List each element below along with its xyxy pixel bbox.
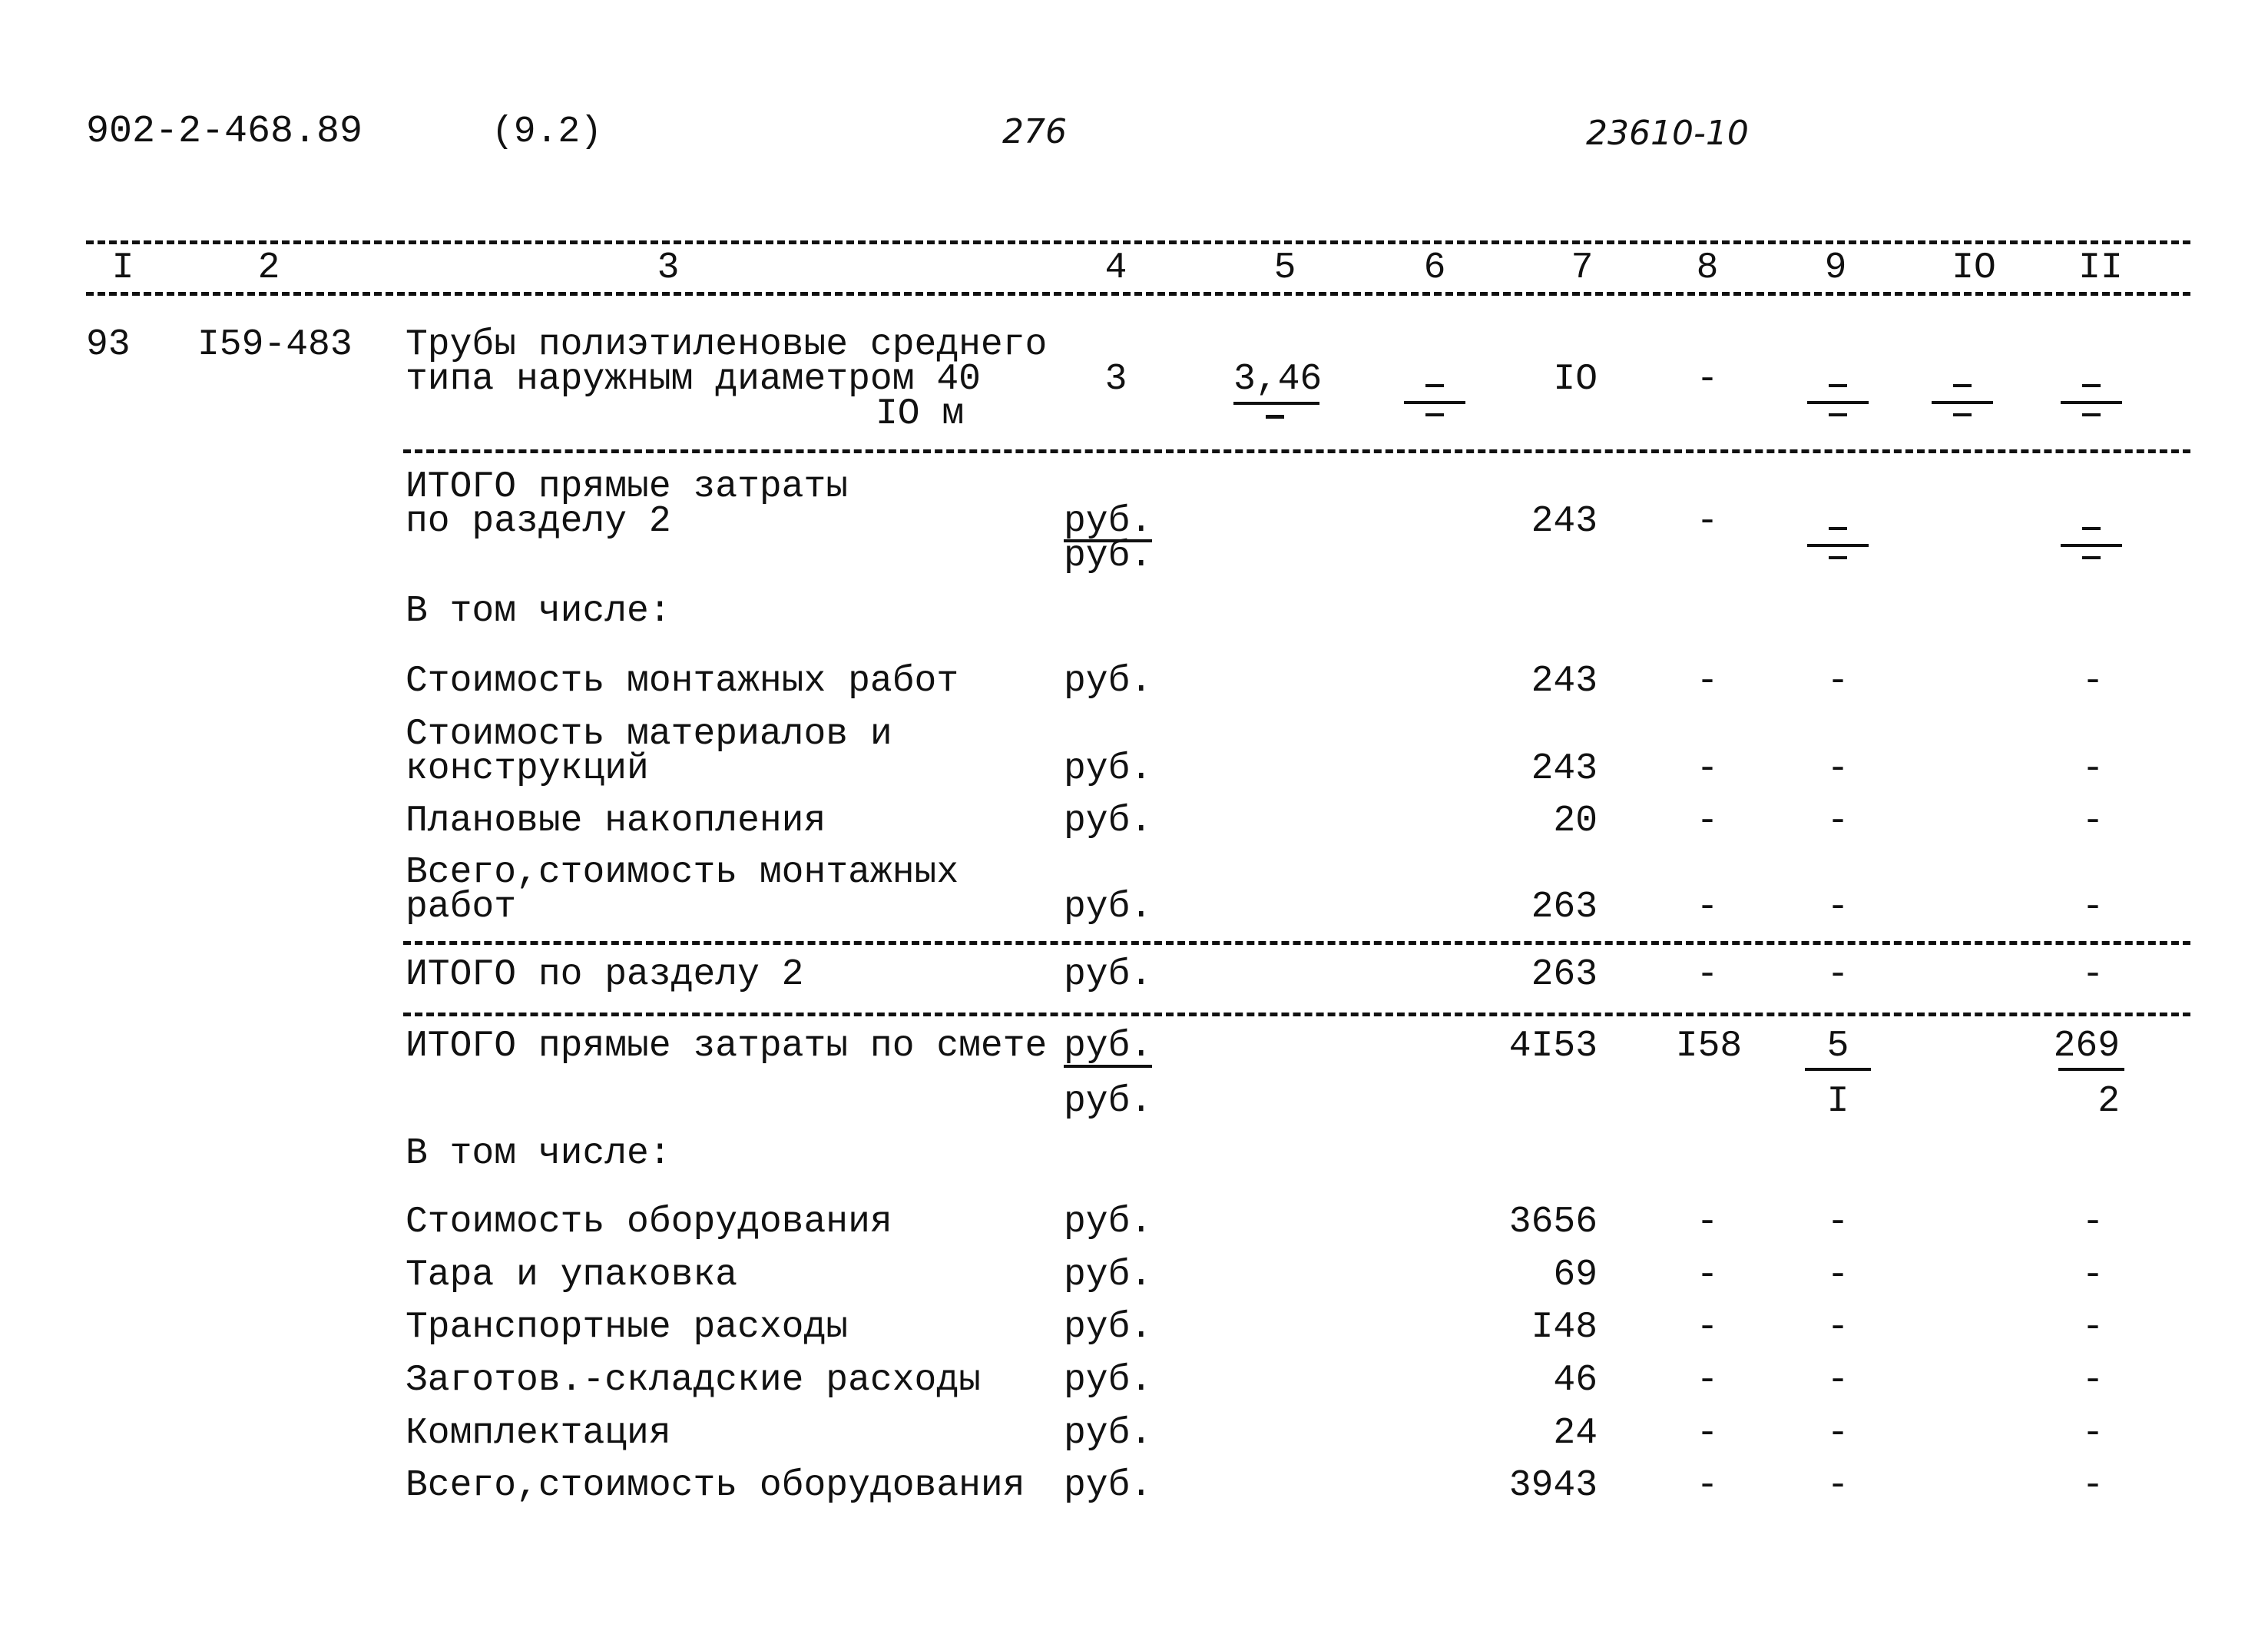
section2-unit-bottom: руб. <box>1064 535 1153 577</box>
estimate-item-unit: руб. <box>1064 1413 1153 1454</box>
mount-cost-col9: - <box>1826 661 1849 702</box>
estimate-item-label: Тара и упаковка <box>406 1255 738 1296</box>
col-header-10: IO <box>1952 247 1996 289</box>
page-number: 276 <box>1002 112 1067 151</box>
col-header-11: II <box>2078 247 2123 289</box>
estimate-unit-top: руб. <box>1064 1026 1153 1067</box>
estimate-item-col8: - <box>1696 1413 1719 1454</box>
estimate-item-col11: - <box>2081 1255 2104 1296</box>
estimate-item-label: Заготов.-складские расходы <box>406 1360 981 1401</box>
estimate-item-label: Стоимость оборудования <box>406 1201 892 1243</box>
estimate-unit-bottom: руб. <box>1064 1081 1153 1122</box>
estimate-col11-bottom: 2 <box>2097 1081 2120 1122</box>
materials-col9: - <box>1826 748 1849 790</box>
estimate-col9-top: 5 <box>1826 1026 1849 1067</box>
estimate-direct-label: ИТОГО прямые затраты по смете <box>406 1026 1048 1067</box>
estimate-item-col11: - <box>2081 1307 2104 1348</box>
estimate-item-col8: - <box>1696 1465 1719 1506</box>
total-mount-unit: руб. <box>1064 887 1153 928</box>
planned-label: Плановые накопления <box>406 800 826 842</box>
planned-unit: руб. <box>1064 800 1153 842</box>
estimate-col11-top: 269 <box>2053 1026 2120 1067</box>
estimate-item-col9: - <box>1826 1360 1849 1401</box>
planned-col9: - <box>1826 800 1849 842</box>
estimate-item-col11: - <box>2081 1360 2104 1401</box>
estimate-item-label: Транспортные расходы <box>406 1307 849 1348</box>
estimate-including: В том числе: <box>406 1133 671 1175</box>
materials-col8: - <box>1696 748 1719 790</box>
estimate-item-col9: - <box>1826 1413 1849 1454</box>
col-header-2: 2 <box>257 247 280 289</box>
estimate-unit-underline <box>1064 1065 1152 1068</box>
estimate-col8: I58 <box>1675 1026 1743 1067</box>
col-header-4: 4 <box>1104 247 1127 289</box>
section2-total-col8: - <box>1696 954 1719 996</box>
estimate-item-col9: - <box>1826 1465 1849 1506</box>
estimate-item-unit: руб. <box>1064 1255 1153 1296</box>
total-mount-col8: - <box>1696 887 1719 928</box>
row93-bottom-rule <box>403 449 2190 453</box>
row-code: I59-483 <box>197 324 353 366</box>
mount-cost-unit: руб. <box>1064 661 1153 702</box>
section2-total-col9: - <box>1826 954 1849 996</box>
section2-direct-value: 243 <box>1531 501 1598 542</box>
mount-cost-col11: - <box>2081 661 2104 702</box>
sheet-code: 23610-10 <box>1586 114 1749 153</box>
estimate-item-col9: - <box>1826 1307 1849 1348</box>
materials-line2: конструкций <box>406 748 649 790</box>
estimate-item-col8: - <box>1696 1255 1719 1296</box>
col-header-7: 7 <box>1571 247 1594 289</box>
row-col5-underline <box>1233 402 1319 405</box>
estimate-item-label: Всего,стоимость оборудования <box>406 1465 1025 1506</box>
materials-col11: - <box>2081 748 2104 790</box>
col-header-9: 9 <box>1824 247 1847 289</box>
estimate-item-unit: руб. <box>1064 1201 1153 1243</box>
estimate-item-value: 24 <box>1553 1413 1598 1454</box>
section2-total-col11: - <box>2081 954 2104 996</box>
row-desc-line3: IO м <box>876 393 965 435</box>
total-mount-col11: - <box>2081 887 2104 928</box>
planned-value: 20 <box>1553 800 1598 842</box>
col-header-1: I <box>111 247 134 289</box>
section2-direct-col8: - <box>1696 501 1719 542</box>
row-col4: 3 <box>1104 359 1127 400</box>
estimate-col11-bar <box>2058 1068 2124 1071</box>
estimate-item-col9: - <box>1826 1201 1849 1243</box>
row-col8: - <box>1696 359 1719 400</box>
total-mount-line2: работ <box>406 887 517 928</box>
planned-col11: - <box>2081 800 2104 842</box>
estimate-item-unit: руб. <box>1064 1465 1153 1506</box>
estimate-item-col9: - <box>1826 1255 1849 1296</box>
mount-cost-col8: - <box>1696 661 1719 702</box>
col-header-5: 5 <box>1273 247 1296 289</box>
section2-unit-top: руб. <box>1064 501 1153 542</box>
estimate-item-unit: руб. <box>1064 1307 1153 1348</box>
estimate-item-col8: - <box>1696 1360 1719 1401</box>
estimate-item-col8: - <box>1696 1307 1719 1348</box>
doc-code: 902-2-468.89 <box>86 110 363 154</box>
section2-direct-line2: по разделу 2 <box>406 501 671 542</box>
col-header-6: 6 <box>1423 247 1446 289</box>
mount-cost-label: Стоимость монтажных работ <box>406 661 959 702</box>
estimate-item-value: I48 <box>1531 1307 1598 1348</box>
estimate-item-unit: руб. <box>1064 1360 1153 1401</box>
header-top-rule <box>86 240 2190 244</box>
section2-total-bottom-rule <box>403 1013 2190 1016</box>
estimate-col7: 4I53 <box>1508 1026 1598 1067</box>
row-desc-line1: Трубы полиэтиленовые среднего <box>406 324 1048 366</box>
total-mount-line1: Всего,стоимость монтажных <box>406 852 959 893</box>
mount-cost-value: 243 <box>1531 661 1598 702</box>
section2-including: В том числе: <box>406 591 671 632</box>
row-number: 93 <box>86 324 131 366</box>
estimate-item-value: 69 <box>1553 1255 1598 1296</box>
section2-total-unit: руб. <box>1064 954 1153 996</box>
header-bottom-rule <box>86 292 2190 296</box>
section2-direct-line1: ИТОГО прямые затраты <box>406 466 849 508</box>
estimate-item-col11: - <box>2081 1201 2104 1243</box>
row-col7: IO <box>1553 359 1598 400</box>
materials-value: 243 <box>1531 748 1598 790</box>
section2-total-top-rule <box>403 941 2190 945</box>
materials-unit: руб. <box>1064 748 1153 790</box>
estimate-item-label: Комплектация <box>406 1413 671 1454</box>
row-col5-dash <box>1266 415 1284 419</box>
estimate-item-value: 3656 <box>1508 1201 1598 1243</box>
estimate-item-col11: - <box>2081 1465 2104 1506</box>
section-ref: (9.2) <box>492 111 603 153</box>
col-header-8: 8 <box>1696 247 1719 289</box>
section2-total-value: 263 <box>1531 954 1598 996</box>
estimate-col9-bar <box>1805 1068 1871 1071</box>
row-col5: 3,46 <box>1233 359 1323 400</box>
row-desc-line2: типа наружным диаметром 40 <box>406 359 981 400</box>
estimate-item-value: 3943 <box>1508 1465 1598 1506</box>
estimate-item-col11: - <box>2081 1413 2104 1454</box>
total-mount-value: 263 <box>1531 887 1598 928</box>
total-mount-col9: - <box>1826 887 1849 928</box>
section2-total-label: ИТОГО по разделу 2 <box>406 954 804 996</box>
planned-col8: - <box>1696 800 1719 842</box>
estimate-col9-bottom: I <box>1826 1081 1849 1122</box>
col-header-3: 3 <box>657 247 680 289</box>
estimate-item-value: 46 <box>1553 1360 1598 1401</box>
materials-line1: Стоимость материалов и <box>406 714 892 755</box>
estimate-item-col8: - <box>1696 1201 1719 1243</box>
